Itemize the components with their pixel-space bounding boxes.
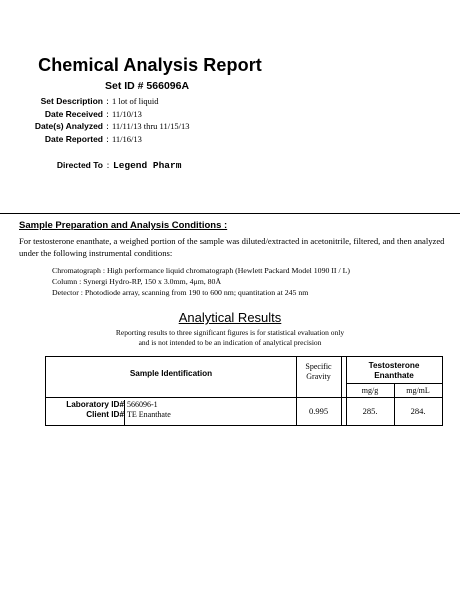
- client-id-label: Client ID#: [86, 410, 124, 419]
- directed-to-label: Directed To: [56, 160, 103, 170]
- meta-colon: :: [106, 133, 109, 144]
- unit-mg-per-ml: mg/mL: [406, 386, 430, 395]
- directed-to: [0, 160, 181, 171]
- results-heading: Analytical Results: [178, 310, 282, 325]
- meta-colon: :: [106, 108, 109, 119]
- results-table: [45, 356, 443, 426]
- table-row-id-values: [127, 400, 171, 420]
- condition-detector: Detector : Photodiode array, scanning from 190 to 600 nm; quantitation at 245 nm: [52, 288, 309, 298]
- col-header-specific-gravity: [296, 362, 341, 381]
- specific-gravity-value: 0.995: [308, 406, 329, 416]
- meta-row-set-description: [0, 96, 189, 109]
- meta-label: Date Received: [44, 108, 103, 119]
- report-title: Chemical Analysis Report: [38, 55, 262, 75]
- lab-id-value: 566096-1: [127, 400, 158, 409]
- set-id: Set ID # 566096A: [105, 80, 190, 92]
- condition-column: Column : Synergi Hydro-RP, 150 x 3.0mm, 4μm, 80Å: [52, 277, 222, 287]
- result-mg-per-ml: 284.: [410, 406, 426, 416]
- meta-colon: :: [106, 121, 109, 131]
- unit-mg-per-g: mg/g: [361, 386, 379, 395]
- instrument-conditions: [52, 265, 350, 299]
- col-header-analyte-line-2: Enanthate: [374, 371, 414, 380]
- table-divider: [341, 357, 342, 425]
- client-id-value: TE Enanthate: [127, 410, 171, 419]
- meta-value: 11/10/13: [112, 108, 142, 119]
- lab-id-label: Laboratory ID#: [66, 400, 124, 409]
- preparation-intro: For testosterone enanthate, a weighed portion of the sample was diluted/extracted in acetonitrile, filtered, and then analyzed under the following instrumental conditions:: [19, 236, 445, 258]
- condition-chromatograph: Chromatograph : High performance liquid chromatograph (Hewlett Packard Model 1090 II / L): [52, 266, 350, 275]
- meta-value: 1 lot of liquid: [112, 96, 159, 106]
- results-note-line-1: Reporting results to three significant figures is for statistical evaluation only: [115, 328, 345, 337]
- meta-value: 11/11/13 thru 11/15/13: [112, 121, 190, 131]
- meta-label: Set Description: [40, 96, 103, 106]
- col-header-analyte-line-1: Testosterone: [368, 361, 420, 370]
- table-row-id-labels: [46, 400, 124, 420]
- meta-row-date-reported: [0, 134, 189, 147]
- directed-to-value: Legend Pharm: [113, 160, 182, 171]
- meta-label: Date(s) Analyzed: [34, 121, 103, 131]
- col-header-analyte: [346, 361, 442, 381]
- table-divider: [46, 397, 442, 398]
- directed-to-colon: :: [106, 160, 110, 170]
- results-note-line-2: and is not intended to be an indication of analytical precision: [138, 337, 322, 347]
- table-divider: [346, 383, 442, 384]
- meta-row-date-received: [0, 109, 189, 122]
- meta-value: 11/16/13: [112, 133, 142, 144]
- col-header-sample-identification: Sample Identification: [129, 369, 213, 378]
- meta-row-dates-analyzed: [0, 121, 189, 134]
- id-column-divider: [124, 400, 125, 425]
- col-header-specific-gravity-line-2: Gravity: [306, 371, 331, 381]
- col-header-specific-gravity-line-1: Specific: [305, 362, 332, 371]
- meta-label: Date Reported: [44, 133, 103, 144]
- meta-colon: :: [106, 96, 109, 106]
- result-mg-per-g: 285.: [362, 406, 378, 416]
- report-metadata: [0, 96, 189, 146]
- preparation-heading: Sample Preparation and Analysis Conditions :: [19, 220, 228, 231]
- section-divider: [0, 213, 460, 214]
- results-note: [0, 328, 460, 347]
